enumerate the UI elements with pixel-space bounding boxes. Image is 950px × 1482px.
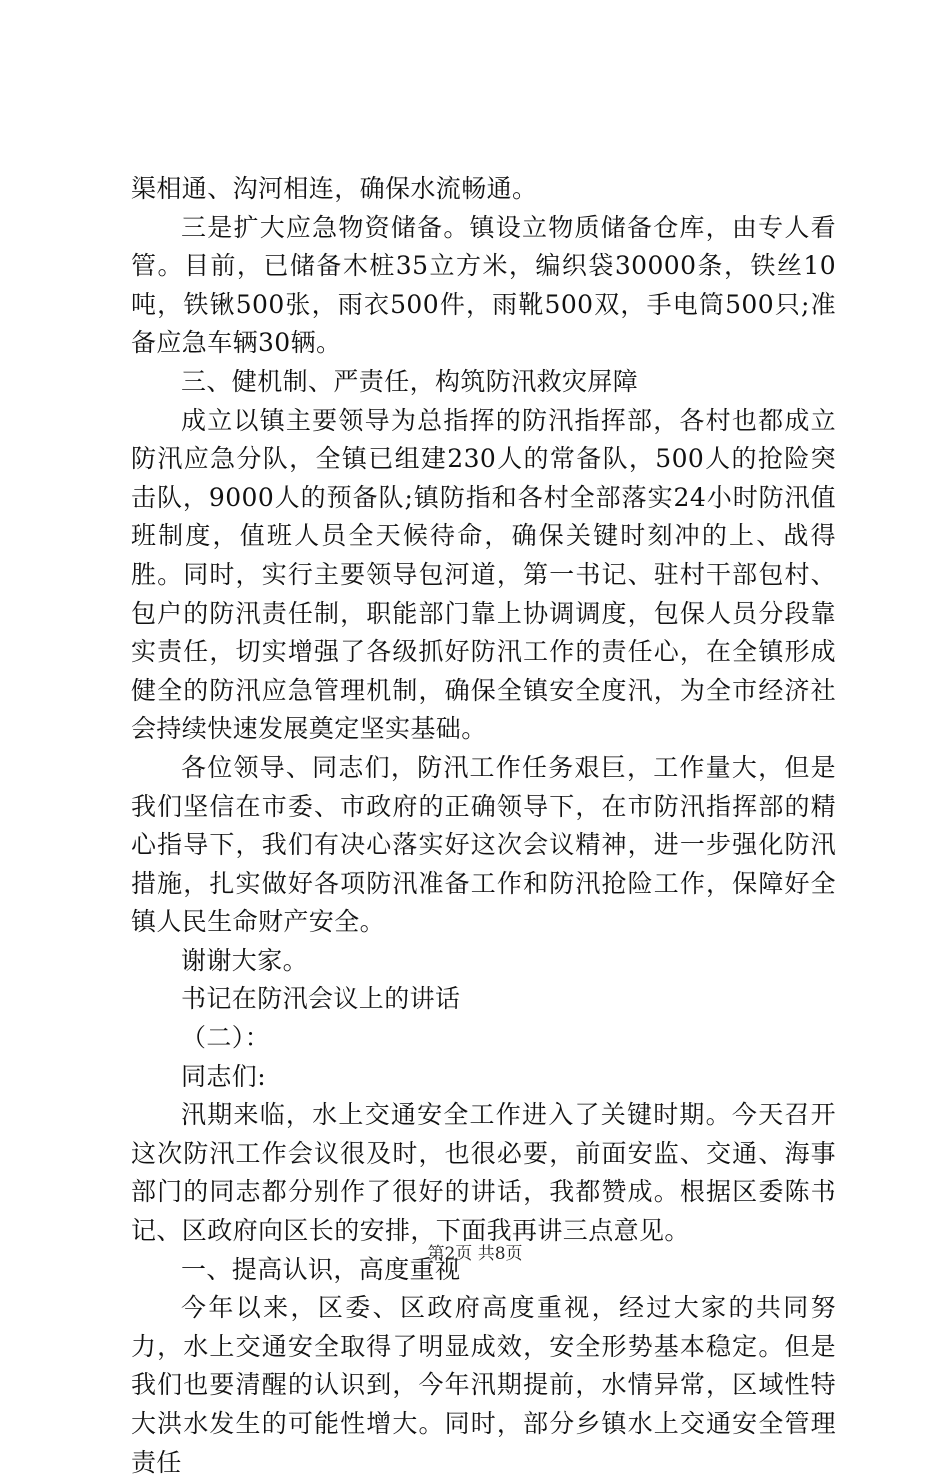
- page-number: 第2页 共8页: [427, 1244, 523, 1264]
- paragraph-intro: 汛期来临，水上交通安全工作进入了关键时期。今天召开这次防汛工作会议很及时，也很必要，前面安监、交通、海事部门的同志都分别作了很好的讲话，我都赞成。根据区委陈书记、区政府向区长的安排，下面我再讲三点意见。: [131, 1100, 836, 1246]
- salutation: 同志们:: [181, 1061, 267, 1091]
- paragraph-continuation: 渠相通、沟河相连，确保水流畅通。: [131, 174, 538, 203]
- section-heading-three: 三、健机制、严责任，构筑防汛救灾屏障: [181, 366, 639, 396]
- speech-subtitle: （二）：: [181, 1023, 271, 1053]
- speech-title: 书记在防汛会议上的讲话: [181, 984, 461, 1014]
- page-footer: [0, 1243, 950, 1265]
- section-heading-one: 一、提高认识，高度重视: [181, 1254, 461, 1284]
- paragraph-closing: 各位领导、同志们，防汛工作任务艰巨，工作量大，但是我们坚信在市委、市政府的正确领导下，在市防汛指挥部的精心指导下，我们有决心落实好这次会议精神，进一步强化防汛措施，扎实做好各项防汛准备工作和防汛抢险工作，保障好全镇人民生命财产安全。: [131, 752, 836, 937]
- paragraph-command: 成立以镇主要领导为总指挥的防汛指挥部，各村也都成立防汛应急分队，全镇已组建230人的常备队，500人的抢险突击队，9000人的预备队;镇防指和各村全部落实24小时防汛值班制度，值班人员全天候待命，确保关键时刻冲的上、战得胜。同时，实行主要领导包河道，第一书记、驻村干部包村、包户的防汛责任制，职能部门靠上协调调度，包保人员分段靠实责任，切实增强了各级抓好防汛工作的责任心，在全镇形成健全的防汛应急管理机制，确保全镇安全度汛，为全市经济社会持续快速发展奠定坚实基础。: [131, 405, 836, 744]
- paragraph-thanks: 谢谢大家。: [181, 945, 309, 975]
- paragraph-awareness: 今年以来，区委、区政府高度重视，经过大家的共同努力，水上交通安全取得了明显成效，安全形势基本稳定。但是我们也要清醒的认识到，今年汛期提前，水情异常，区域性特大洪水发生的可能性增大。同时，部分乡镇水上交通安全管理责任: [131, 1293, 836, 1477]
- document-body: [131, 170, 836, 1482]
- paragraph-supplies: 三是扩大应急物资储备。镇设立物质储备仓库，由专人看管。目前，已储备木桩35立方米，编织袋30000条，铁丝10吨，铁锹500张，雨衣500件，雨靴500双，手电筒500只;准备应急车辆30辆。: [131, 212, 836, 358]
